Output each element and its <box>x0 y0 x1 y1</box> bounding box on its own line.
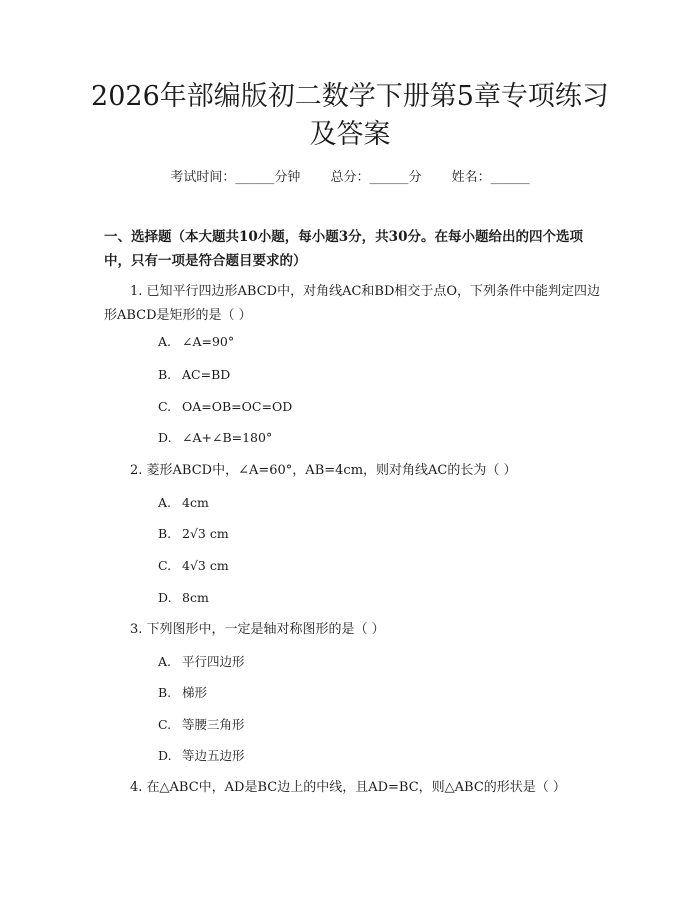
option-label: D. <box>158 430 172 445</box>
option-label: B. <box>158 367 172 382</box>
option-text: 等腰三角形 <box>182 717 245 732</box>
exam-meta <box>0 168 700 188</box>
option-d <box>158 428 272 448</box>
option-label: A. <box>158 334 172 349</box>
option-label: C. <box>158 558 172 573</box>
question-4 <box>104 776 604 800</box>
question-2 <box>104 459 604 483</box>
question-text: 1. 已知平行四边形ABCD中，对角线AC和BD相交于点O，下列条件中能判定四边形ABCD是矩形的是（ ） <box>104 284 601 323</box>
option-a <box>158 493 209 513</box>
option-label: C. <box>158 717 172 732</box>
option-text: 8cm <box>182 590 209 605</box>
option-a <box>158 652 245 672</box>
option-c <box>158 556 229 576</box>
option-a <box>158 332 234 352</box>
option-label: C. <box>158 399 172 414</box>
total-score-field: 总分：______分 <box>330 170 422 185</box>
question-1 <box>104 280 604 328</box>
option-text: ∠A=90° <box>182 334 235 349</box>
option-b <box>158 524 229 544</box>
option-b <box>158 683 207 703</box>
option-b <box>158 365 230 385</box>
question-text: 3. 下列图形中，一定是轴对称图形的是（ ） <box>130 622 385 637</box>
option-text: ∠A+∠B=180° <box>182 430 273 445</box>
option-text: 4cm <box>182 495 209 510</box>
option-label: D. <box>158 590 172 605</box>
option-text: 等边五边形 <box>182 748 245 763</box>
option-label: A. <box>158 654 172 669</box>
option-text: AC=BD <box>182 367 231 382</box>
question-text: 2. 菱形ABCD中，∠A=60°，AB=4cm，则对角线AC的长为（ ） <box>130 463 517 478</box>
question-text: 4. 在△ABC中，AD是BC边上的中线，且AD=BC，则△ABC的形状是（ ） <box>130 780 566 795</box>
section-heading: 一、选择题（本大题共10小题，每小题3分，共30分。在每小题给出的四个选项中，只有一项是符合题目要求的） <box>104 229 583 269</box>
option-text: 2√3 cm <box>182 526 229 541</box>
option-c <box>158 715 245 735</box>
option-text: 4√3 cm <box>182 558 229 573</box>
student-name-field: 姓名：______ <box>451 170 530 185</box>
option-text: OA=OB=OC=OD <box>182 399 293 414</box>
option-label: B. <box>158 685 172 700</box>
question-3 <box>104 618 604 642</box>
option-text: 平行四边形 <box>182 654 245 669</box>
option-label: B. <box>158 526 172 541</box>
option-label: A. <box>158 495 172 510</box>
exam-time-field: 考试时间：______分钟 <box>170 170 301 185</box>
option-d <box>158 746 245 766</box>
option-c <box>158 397 292 417</box>
option-d <box>158 588 209 608</box>
option-label: D. <box>158 748 172 763</box>
page-title: 2026年部编版初二数学下册第5章专项练习及答案 <box>91 81 609 150</box>
option-text: 梯形 <box>182 685 208 700</box>
